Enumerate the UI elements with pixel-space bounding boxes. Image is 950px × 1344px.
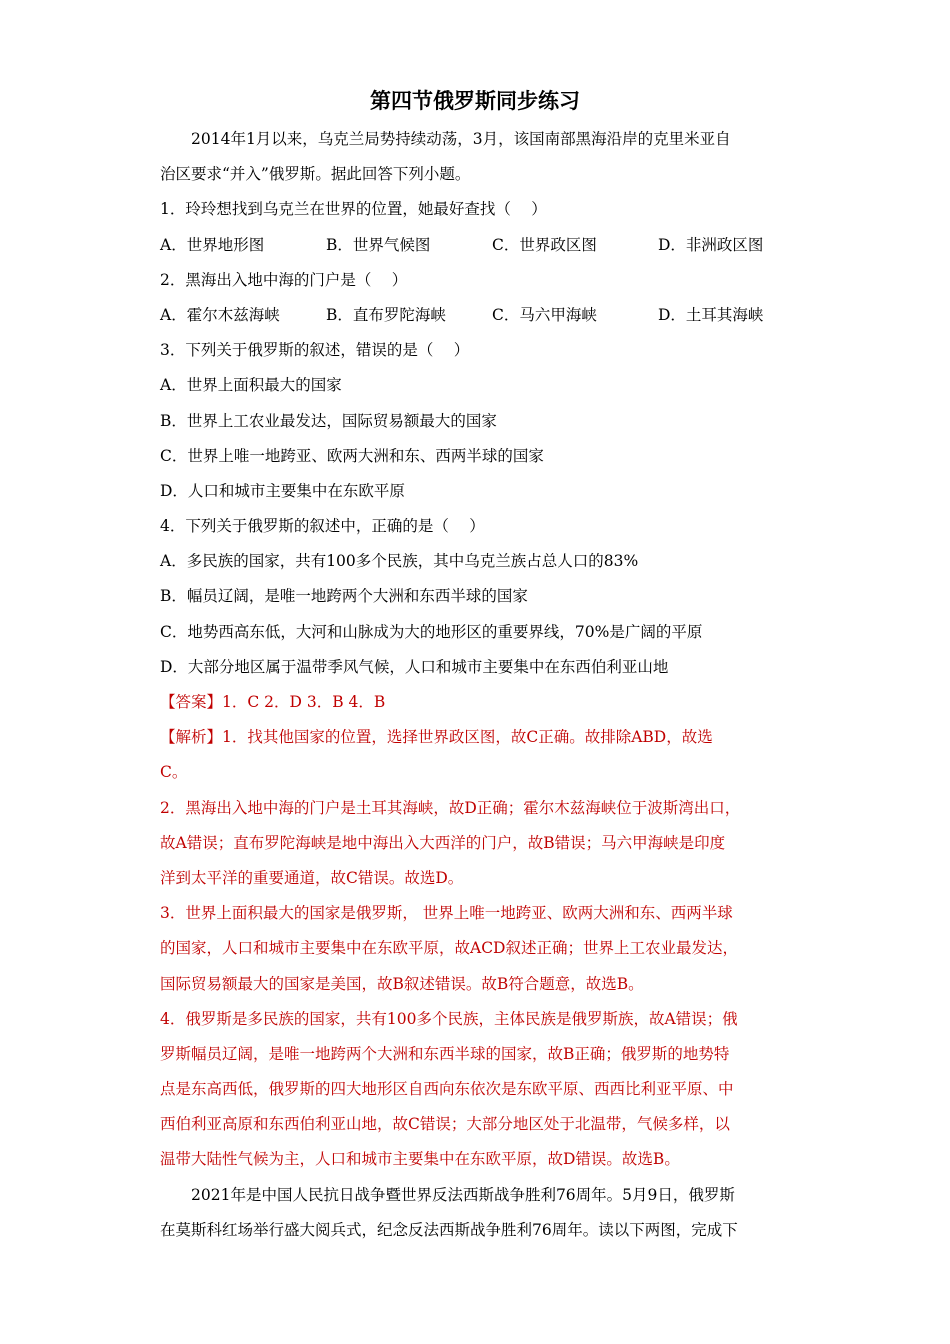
document-body	[160, 122, 790, 1248]
option-d: D．人口和城市主要集中在东欧平原	[160, 481, 405, 500]
option-c: C．世界政区图	[492, 235, 597, 254]
question-1-options	[160, 228, 790, 263]
intro2-paragraph-line: 在莫斯科红场举行盛大阅兵式，纪念反法西斯战争胜利76周年。读以下两图，完成下	[160, 1220, 738, 1239]
analysis-line: 的国家，人口和城市主要集中在东欧平原，故ACD叙述正确；世界上工农业最发达，	[160, 939, 738, 958]
option-d: D．非洲政区图	[658, 235, 764, 254]
question-1-stem: 1．玲玲想找到乌克兰在世界的位置，她最好查找（ ）	[160, 200, 547, 219]
analysis-line: 国际贸易额最大的国家是美国，故B叙述错误。故B符合题意，故选B。	[160, 974, 644, 993]
question-2-options	[160, 298, 790, 333]
analysis-line: 西伯利亚高原和东西伯利亚山地，故C错误；大部分地区处于北温带，气候多样，以	[160, 1115, 730, 1134]
analysis-line: 温带大陆性气候为主，人口和城市主要集中在东欧平原，故D错误。故选B。	[160, 1150, 680, 1169]
intro-paragraph-line: 2014年1月以来，乌克兰局势持续动荡，3月，该国南部黑海沿岸的克里米亚自	[191, 130, 731, 148]
analysis-line: 罗斯幅员辽阔，是唯一地跨两个大洲和东西半球的国家，故B正确；俄罗斯的地势特	[160, 1044, 730, 1063]
option-b: B．直布罗陀海峡	[326, 305, 446, 324]
analysis-line: 点是东高西低，俄罗斯的四大地形区自西向东依次是东欧平原、西西比利亚平原、中	[160, 1080, 734, 1099]
intro-paragraph-line: 治区要求“并入”俄罗斯。据此回答下列小题。	[160, 165, 471, 184]
option-a: A．世界地形图	[160, 235, 265, 254]
option-a: A．多民族的国家，共有100多个民族，其中乌克兰族占总人口的83%	[160, 552, 639, 571]
option-b: B．世界气候图	[326, 235, 431, 254]
option-d: D．大部分地区属于温带季风气候，人口和城市主要集中在东西伯利亚山地	[160, 657, 669, 676]
option-c: C．地势西高东低，大河和山脉成为大的地形区的重要界线，70%是广阔的平原	[160, 622, 703, 641]
answer-line: 【答案】1．C 2．D 3．B 4．B	[160, 693, 386, 711]
option-a: A．霍尔木兹海峡	[160, 305, 280, 324]
question-4-stem: 4．下列关于俄罗斯的叙述中，正确的是（ ）	[160, 517, 485, 536]
analysis-line: 故A错误；直布罗陀海峡是地中海出入大西洋的门户，故B错误；马六甲海峡是印度	[160, 833, 726, 852]
analysis-line: 洋到太平洋的重要通道，故C错误。故选D。	[160, 868, 464, 887]
question-2-stem: 2．黑海出入地中海的门户是（ ）	[160, 270, 408, 289]
option-c: C．马六甲海峡	[492, 305, 597, 324]
option-b: B．幅员辽阔，是唯一地跨两个大洲和东西半球的国家	[160, 587, 528, 606]
analysis-line: 2．黑海出入地中海的门户是土耳其海峡，故D正确；霍尔木兹海峡位于波斯湾出口，	[160, 798, 741, 817]
option-d: D．土耳其海峡	[658, 305, 764, 324]
intro2-paragraph-line: 2021年是中国人民抗日战争暨世界反法西斯战争胜利76周年。5月9日，俄罗斯	[191, 1185, 735, 1204]
question-3-stem: 3．下列关于俄罗斯的叙述，错误的是（ ）	[160, 341, 470, 360]
analysis-line: 4．俄罗斯是多民族的国家，共有100多个民族，主体民族是俄罗斯族，故A错误；俄	[160, 1009, 738, 1028]
option-c: C．世界上唯一地跨亚、欧两大洲和东、西两半球的国家	[160, 446, 544, 465]
analysis-line: 【解析】1．找其他国家的位置，选择世界政区图，故C正确。故排除ABD，故选	[160, 728, 713, 747]
page-title: 第四节俄罗斯同步练习	[370, 89, 580, 113]
option-a: A．世界上面积最大的国家	[160, 376, 342, 395]
analysis-line: 3．世界上面积最大的国家是俄罗斯， 世界上唯一地跨亚、欧两大洲和东、西两半球	[160, 904, 733, 923]
option-b: B．世界上工农业最发达，国际贸易额最大的国家	[160, 411, 497, 430]
analysis-line: C。	[160, 763, 188, 782]
